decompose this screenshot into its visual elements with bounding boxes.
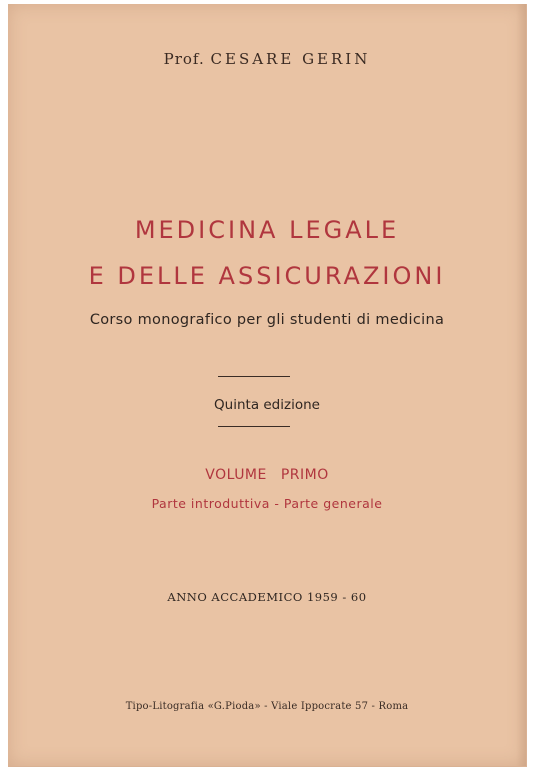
- volume-word: VOLUME: [205, 467, 267, 483]
- volume-parts: Parte introduttiva - Parte generale: [151, 496, 383, 511]
- author-name: CESARE GERIN: [210, 50, 371, 68]
- volume-number: PRIMO: [280, 467, 329, 483]
- printer-imprint: Tipo-Litografia «G.Pioda» - Viale Ippocrate 57 - Roma: [125, 701, 409, 712]
- author-line: [8, 50, 526, 68]
- title-line-1: MEDICINA LEGALE: [134, 216, 400, 244]
- book-cover: [8, 4, 527, 767]
- divider-bottom: [218, 426, 290, 427]
- title-line-2: E DELLE ASSICURAZIONI: [88, 262, 446, 290]
- volume-label: [8, 467, 526, 483]
- edition-label: Quinta edizione: [214, 397, 320, 413]
- cover-edge-shadow: [516, 4, 526, 766]
- subtitle: Corso monografico per gli studenti di medicina: [89, 312, 445, 328]
- academic-year: ANNO ACCADEMICO 1959 - 60: [167, 590, 367, 604]
- divider-top: [218, 376, 290, 377]
- author-prefix: Prof.: [163, 50, 205, 68]
